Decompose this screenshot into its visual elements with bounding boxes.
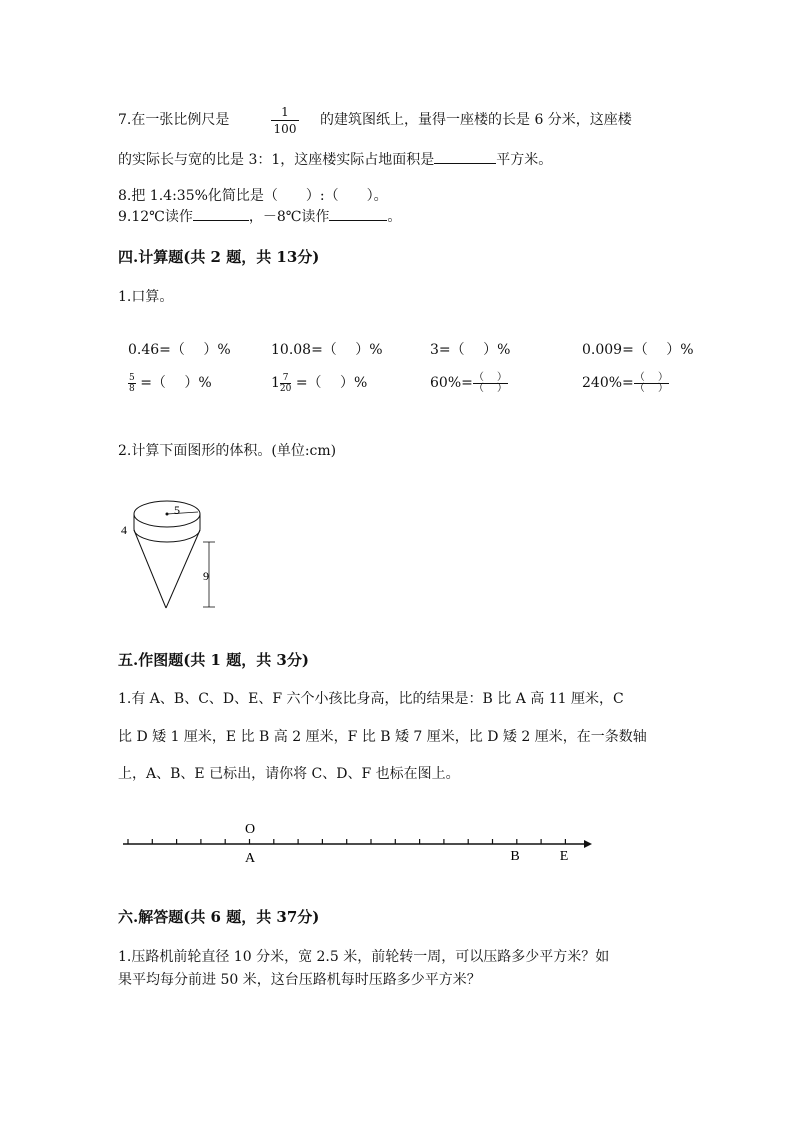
section5-q1-line3: 上，A、B、E 已标出，请你将 C、D、F 也标在图上。 — [118, 766, 460, 782]
point-label-a: A — [244, 851, 256, 866]
fraction: $\frac{7}{20}$ — [279, 372, 292, 394]
number-line[interactable] — [118, 815, 598, 870]
oral-calc-item: 60%= （ ） （ ） — [430, 371, 508, 394]
oral-calc-item: 10.08=（ ）% — [271, 342, 383, 358]
section6-q1-line2: 果平均每分前进 50 米，这台压路机每时压路多少平方米？ — [118, 972, 481, 988]
number-line-ticks — [128, 839, 565, 844]
oral-calc-item: 3=（ ）% — [430, 342, 511, 358]
radius-label: 5 — [174, 503, 180, 517]
section5-q1-line2: 比 D 矮 1 厘米，E 比 B 高 2 厘米，F 比 B 矮 7 厘米，比 D 矮 2 厘米，在一条数轴 — [118, 729, 647, 745]
q9-part-a: 9.12℃读作 — [118, 209, 193, 225]
q7-scale-fraction — [271, 105, 299, 136]
oral-calc-item: $\frac{5}{8}$ =（ ）% — [129, 372, 212, 394]
q7-text-post: 的建筑图纸上，量得一座楼的长是 6 分米，这座楼 — [320, 112, 632, 128]
fraction-numerator: 1 — [281, 105, 289, 119]
section4-q1-title: 1.口算。 — [118, 289, 174, 305]
q7-text-pre: 7.在一张比例尺是 — [118, 112, 230, 128]
fraction-blank[interactable]: （ ） （ ） — [634, 371, 668, 394]
origin-label-o: O — [244, 822, 256, 837]
section6-q1-line1: 1.压路机前轮直径 10 分米，宽 2.5 米，前轮转一周，可以压路多少平方米？如 — [118, 949, 610, 965]
point-label-e: E — [559, 849, 569, 864]
section5-heading: 五.作图题(共 1 题，共 3分) — [118, 651, 309, 669]
cylinder-height-label: 4 — [121, 523, 127, 537]
oral-calc-item: 1 $\frac{7}{20}$ =（ ）% — [271, 372, 368, 394]
fraction: $\frac{5}{8}$ — [129, 372, 135, 394]
q8-text: 8.把 1.4:35%化简比是（ ）:（ ）。 — [118, 188, 388, 204]
section4-q2-title: 2.计算下面图形的体积。(单位:cm) — [118, 443, 337, 459]
q9-text — [118, 208, 401, 226]
point-label-b: B — [510, 849, 520, 864]
oral-calc-item: 240%= （ ） （ ） — [582, 371, 668, 394]
q7-line2-text: 的实际长与宽的比是 3：1，这座楼实际占地面积是 — [118, 152, 435, 168]
answer-blank[interactable] — [193, 220, 249, 221]
cylinder-cone-figure — [115, 490, 225, 615]
answer-blank[interactable] — [329, 220, 387, 221]
section6-heading: 六.解答题(共 6 题，共 37分) — [118, 908, 320, 926]
answer-blank[interactable] — [434, 163, 496, 164]
fraction-denominator: 100 — [273, 122, 297, 136]
fraction-blank[interactable]: （ ） （ ） — [473, 371, 508, 394]
q9-part-c: 。 — [387, 209, 402, 225]
cone-height-label: 9 — [203, 569, 209, 583]
oral-calc-item: 0.46=（ ）% — [128, 342, 231, 358]
q7-line2-end: 平方米。 — [496, 152, 553, 168]
q7-line2 — [118, 151, 552, 169]
q9-part-b: ，－8℃读作 — [248, 209, 330, 225]
section5-q1-line1: 1.有 A、B、C、D、E、F 六个小孩比身高，比的结果是：B 比 A 高 11 厘米，C — [118, 691, 624, 707]
section4-heading: 四.计算题(共 2 题，共 13分) — [118, 248, 320, 266]
oral-calc-item: 0.009=（ ）% — [582, 342, 694, 358]
